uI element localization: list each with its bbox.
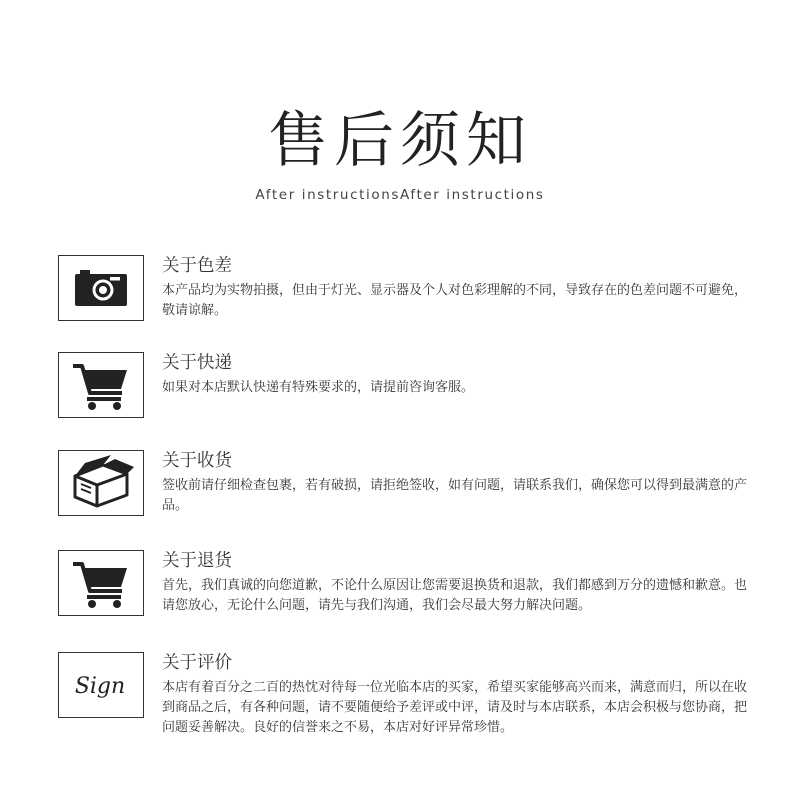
icon-frame [58,255,144,321]
signature-text: Sign [74,674,126,699]
notice-description: 签收前请仔细检查包裹，若有破损，请拒绝签收，如有问题，请联系我们，确保您可以得到最满意的产品。 [162,478,748,513]
camera-icon [59,256,142,319]
page-header [0,105,800,203]
open-box-icon [59,451,142,514]
shopping-cart-icon [59,353,142,416]
signature-icon [59,653,142,716]
notice-item-color [58,255,758,325]
notice-heading: 关于退货 [162,551,232,571]
icon-frame [58,550,144,616]
notice-heading: 关于快递 [162,353,232,373]
shopping-cart-icon [59,551,142,614]
page-title: 售后须知 [268,106,532,176]
notice-item-returns [58,550,758,620]
notice-description: 本店有着百分之二百的热忱对待每一位光临本店的买家，希望买家能够高兴而来，满意而归，所以在收到商品之后，有各种问题，请不要随便给予差评或中评，请及时与本店联系，本店会积极与您协商，把问题妥善解决。良好的信誉来之不易，本店对好评异常珍惜。 [162,680,748,735]
page-subtitle: After instructionsAfter instructions [255,187,545,203]
icon-frame [58,450,144,516]
notice-heading: 关于色差 [162,256,232,276]
notice-heading: 关于评价 [162,653,232,673]
notice-description: 如果对本店默认快递有特殊要求的，请提前咨询客服。 [162,380,475,395]
notice-item-receiving [58,450,758,520]
notice-description: 本产品均为实物拍摄，但由于灯光、显示器及个人对色彩理解的不同，导致存在的色差问题不可避免，敬请谅解。 [162,283,748,318]
notice-heading: 关于收货 [162,451,232,471]
icon-frame [58,652,144,718]
notice-item-reviews [58,652,758,742]
icon-frame [58,352,144,418]
notice-item-courier [58,352,758,422]
notice-description: 首先，我们真诚的向您道歉，不论什么原因让您需要退换货和退款，我们都感到万分的遗憾和歉意。也请您放心，无论什么问题，请先与我们沟通，我们会尽最大努力解决问题。 [162,578,748,613]
